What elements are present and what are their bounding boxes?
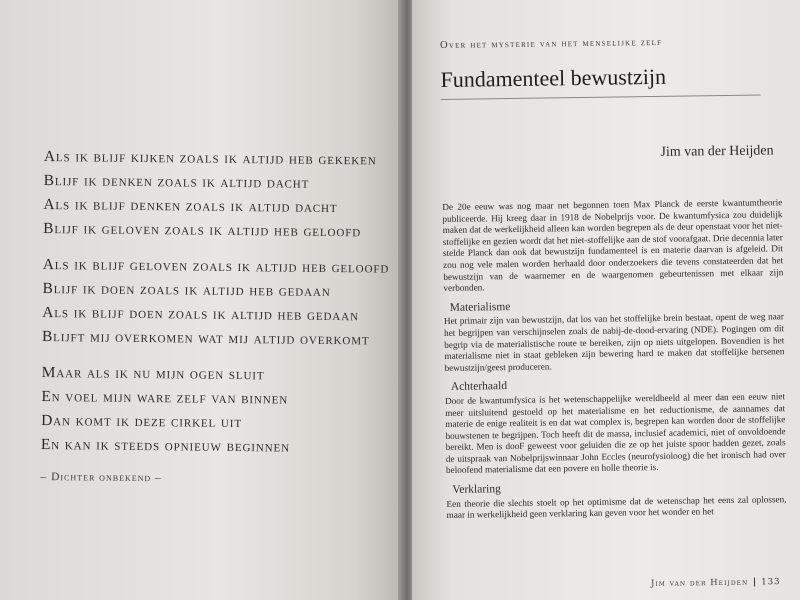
section-paragraph: Een theorie die slechts stoelt op het optimisme dat de wetenschap het eens zal oplossen, maar in werkelijkheid geen verklaring kan geven voor het wonder en het [446, 493, 787, 521]
poem-line: En voel mijn ware zelf van binnen [41, 387, 289, 408]
poem-attribution: – Dichter onbekend – [40, 470, 162, 485]
poem-line: Blijf ik denken zoals ik altijd dacht [43, 171, 310, 192]
footer-divider [754, 577, 755, 586]
poem-line: Maar als ik nu mijn ogen sluit [41, 363, 265, 384]
section-heading: Materialisme [449, 300, 511, 314]
article [440, 35, 787, 522]
page-footer [650, 577, 780, 589]
poem-line: Blijft mij overkomen wat mij altijd overkomt [41, 327, 370, 349]
article-kicker: Over het mysterie van het menselijke zelf [440, 36, 663, 51]
poem-line: Dan komt ik deze cirkel uit [41, 411, 243, 432]
running-head: Jim van der Heijden [650, 577, 748, 589]
article-title: Fundamenteel bewustzijn [440, 63, 667, 92]
poem-line: Blijf ik doen zoals ik altijd heb gedaan [42, 279, 331, 301]
section-paragraph: Het primair zijn van bewustzijn, dat los van het stoffelijke brein bestaat, opent de weg naar het begrijpen van verschijnselen zoals de nabij-de-dood-ervaring (NDE). Pogingen om dit begrip via de materialistische route te bereiken, zijn op niets uitgelopen. Bovendien is het materialisme niet in staat gebleken zijn bewering hard te maken dat stoffelijke hersenen bewustzijn/geest produceren. [443, 311, 785, 373]
article-body [442, 197, 786, 522]
poem-line: Als ik blijf denken zoals ik altijd dacht [43, 195, 338, 217]
poem-line: Blijf ik geloven zoals ik altijd heb geloofd [43, 219, 362, 241]
section-paragraph: Door de kwantumfysica is het wetenschappelijke wereldbeeld al meer dan een eeuw niet meer uitsluitend gestoeld op het materialisme en het reductionisme, de aannames dat materie de enige realiteit is en dat wat complex is, begrepen kan worden door de stoffelijke bouwstenen te begrijpen. Toch heeft dit de massa, inclusief academici, niet of onvoldoende bereikt. Men is dooF geweest voor geluiden die ze op het juiste spoor hadden gezet, zoals de uitspraak van Nobelprijswinnaar John Eccles (neurofysioloog) die het ironisch had over beloofend materialisme dat een povere en holle theorie is. [444, 391, 786, 476]
article-author: Jim van der Heijden [660, 143, 774, 160]
poem-line: En kan ik steeds opnieuw beginnen [40, 435, 291, 456]
poem-line: Als ik blijf doen zoals ik altijd heb gedaan [42, 303, 359, 325]
poem-stanza-3 [41, 361, 392, 461]
right-page [412, 0, 800, 600]
poem-line: Als ik blijf geloven zoals ik altijd heb geloofd [42, 255, 390, 277]
poem-stanza-2 [42, 253, 393, 353]
poem [40, 145, 394, 487]
page-number: 133 [760, 577, 781, 588]
poem-stanza-1 [43, 145, 394, 245]
intro-paragraph: De 20e eeuw was nog maar net begonnen toen Max Planck de eerste kwantumtheorie publiceerde. Hij kreeg daar in 1918 de Nobelprijs voor. De kwantumfysica zou duidelijk maken dat de werkelijkheid alleen kan worden begrepen als de deur openstaat voor het niet-stoffelijke en gezien wordt dat het niet-stoffelijke aan de stof voorafgaat. Drie decennia later stelde Planck dan ook dat bewustzijn fundamenteel is en materie daarvan is afgeleid. Dit zou nog vele malen worden herhaald door onderzoekers die tevens constateerden dat het bewustzijn van de waarnemer en de waargenomen gebeurtenissen met elkaar zijn verbonden. [442, 197, 784, 294]
title-rule [441, 95, 761, 100]
section-heading: Verklaring [452, 483, 501, 496]
poem-line: Als ik blijf kijken zoals ik altijd heb gekeken [43, 147, 377, 169]
section-heading: Achterhaald [450, 380, 508, 394]
